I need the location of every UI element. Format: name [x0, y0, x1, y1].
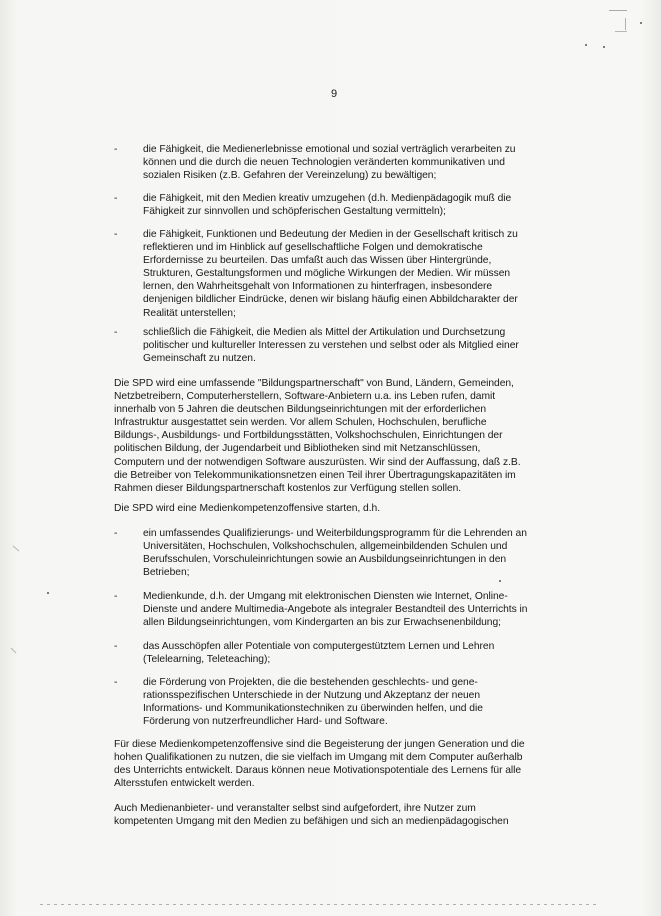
text-line: Die SPD wird eine Medienkompetenzoffensive starten, d.h.: [114, 503, 381, 514]
text-line: Für diese Medienkompetenzoffensive sind die Begeisterung der jungen Generation und die: [114, 739, 525, 750]
text-line: Bildungs-, Ausbildungs- und Fortbildungsstätten, Volkshochschulen, Einrichtungen der: [114, 430, 503, 442]
scan-artifact: [585, 44, 587, 46]
bullet-dash: -: [114, 528, 118, 539]
text-line: allen Bildungseinrichtungen, vom Kindergarten an bis zur Erwachsenenbildung;: [143, 617, 501, 629]
scan-artifact: [47, 592, 49, 594]
scan-artifact: [625, 18, 626, 30]
text-line: die Fähigkeit, die Medienerlebnisse emotional und sozial verträglich verarbeiten zu: [143, 144, 516, 155]
scan-artifact: [11, 648, 17, 654]
text-line: Gemeinschaft zu nutzen.: [143, 353, 256, 365]
page-number: 9: [331, 88, 338, 100]
bullet-dash: -: [114, 144, 118, 155]
text-line: politischen Bildung, der Jugendarbeit und Bibliotheken sind mit Netzanschlüssen,: [114, 443, 481, 455]
text-line: sozialen Risiken (z.B. Gefahren der Vereinzelung) zu bewältigen;: [143, 170, 437, 182]
text-line: die Betreiber von Telekommunikationsnetzen einen Teil ihrer Übertragungskapazitäten im: [114, 469, 516, 481]
text-line: Medienkunde, d.h. der Umgang mit elektronischen Diensten wie Internet, Online-: [143, 591, 508, 602]
text-line: Informations- und Kommunikationstechniken zu überwinden helfen, und die: [143, 703, 483, 715]
bullet-text: [143, 192, 573, 218]
text-line: hohen Qualifikationen zu nutzen, die sie vielfach im Umgang mit dem Computer außerhalb: [114, 752, 523, 764]
text-line: des Unterrichts entwickelt. Daraus können neue Motivationspotentiale des Lernens für alle: [114, 765, 522, 777]
bullet-text: [143, 640, 573, 666]
paragraph-bildungspartnerschaft: [114, 377, 566, 495]
bullet-text: [143, 590, 573, 629]
scan-artifact: [40, 904, 600, 905]
text-line: Rahmen dieser Bildungspartnerschaft kostenlos zur Verfügung stellen sollen.: [114, 482, 462, 494]
text-line: Berufsschulen, Vorschuleinrichtungen sowie an Ausbildungseinrichtungen in den: [143, 554, 507, 566]
text-line: Universitäten, Hochschulen, Volkshochschulen, allgemeinbildenden Schulen und: [143, 541, 508, 553]
bullet-dash: -: [114, 327, 118, 338]
text-line: Altersstufen entwickelt werden.: [114, 778, 255, 790]
text-line: Strukturen, Gestaltungsformen und mögliche Wirkungen der Medien. Wir müssen: [143, 268, 511, 280]
text-line: Computern und der notwendigen Software auszurüsten. Wir sind der Auffassung, daß z.B.: [114, 456, 521, 468]
text-line: Fähigkeit zur sinnvollen und schöpferischen Gestaltung vermitteln);: [143, 206, 446, 218]
text-line: die Fähigkeit, mit den Medien kreativ umzugehen (d.h. Medienpädagogik muß die: [143, 193, 512, 204]
bullet-dash: -: [114, 229, 118, 240]
text-line: Die SPD wird eine umfassende "Bildungspartnerschaft" von Bund, Ländern, Gemeinden,: [114, 378, 514, 389]
text-line: das Ausschöpfen aller Potentiale von computergestütztem Lernen und Lehren: [143, 641, 495, 652]
bullet-dash: -: [114, 677, 118, 688]
bullet-dash: -: [114, 641, 118, 652]
text-line: Betrieben;: [143, 567, 190, 579]
text-line: schließlich die Fähigkeit, die Medien als Mittel der Artikulation und Durchsetzung: [143, 327, 506, 338]
scan-artifact: [640, 22, 642, 24]
text-line: rationsspezifischen Unterschiede in der Nutzung und Akzeptanz der neuen: [143, 690, 481, 702]
text-line: kompetenten Umgang mit den Medien zu befähigen und sich an medienpädagogischen: [114, 816, 509, 828]
text-line: Erfordernisse zu beurteilen. Das umfaßt auch das Wissen über Hintergründe,: [143, 255, 492, 267]
text-line: die Förderung von Projekten, die die bestehenden geschlechts- und gene-: [143, 677, 478, 688]
bullet-text: [143, 228, 573, 320]
scan-artifact: [615, 31, 627, 32]
bullet-dash: -: [114, 193, 118, 204]
bullet-text: [143, 527, 573, 579]
scan-artifact: [499, 580, 501, 582]
text-line: lernen, den Wahrheitsgehalt von Informationen zu hinterfragen, insbesondere: [143, 281, 493, 293]
text-line: Dienste und andere Multimedia-Angebote als integraler Bestandteil des Unterrichts in: [143, 604, 528, 616]
text-line: Realität unterstellen;: [143, 307, 236, 319]
bullet-text: [143, 326, 573, 365]
bullet-text: [143, 143, 573, 182]
paragraph-medienanbieter: [114, 802, 566, 828]
text-line: Netzbetreibern, Computerherstellern, Software-Anbietern u.a. ins Leben rufen, damit: [114, 391, 496, 403]
text-line: ein umfassendes Qualifizierungs- und Weiterbildungsprogramm für die Lehrenden an: [143, 528, 527, 539]
text-line: Infrastruktur ausgestattet sein werden. Vor allem Schulen, Hochschulen, berufliche: [114, 417, 487, 429]
text-line: innerhalb von 5 Jahren die deutschen Bildungseinrichtungen mit der erforderlichen: [114, 404, 487, 416]
text-line: können und die durch die neuen Technologien veränderten kommunikativen und: [143, 157, 505, 169]
text-line: Auch Medienanbieter- und veranstalter selbst sind aufgefordert, ihre Nutzer zum: [114, 803, 476, 814]
text-line: politischer und kultureller Interessen zu verstehen und selbst oder als Mitglied einer: [143, 340, 519, 352]
paragraph-medienkompetenzoffensive-intro: [114, 502, 566, 515]
text-line: Förderung von nutzerfreundlicher Hard- und Software.: [143, 716, 388, 728]
bullet-text: [143, 676, 573, 728]
paragraph-begeisterung: [114, 738, 566, 790]
text-line: die Fähigkeit, Funktionen und Bedeutung der Medien in der Gesellschaft kritisch zu: [143, 229, 518, 240]
scan-artifact: [603, 46, 605, 48]
text-line: reflektieren und im Hinblick auf gesellschaftliche Folgen und demokratische: [143, 242, 483, 254]
scan-artifact: [13, 546, 20, 552]
scan-artifact: [609, 10, 627, 11]
text-line: (Telelearning, Teleteaching);: [143, 654, 271, 666]
text-line: denjenigen bildlicher Eindrücke, denen wir bislang häufig einen Abbildcharakter der: [143, 294, 518, 306]
bullet-dash: -: [114, 591, 118, 602]
